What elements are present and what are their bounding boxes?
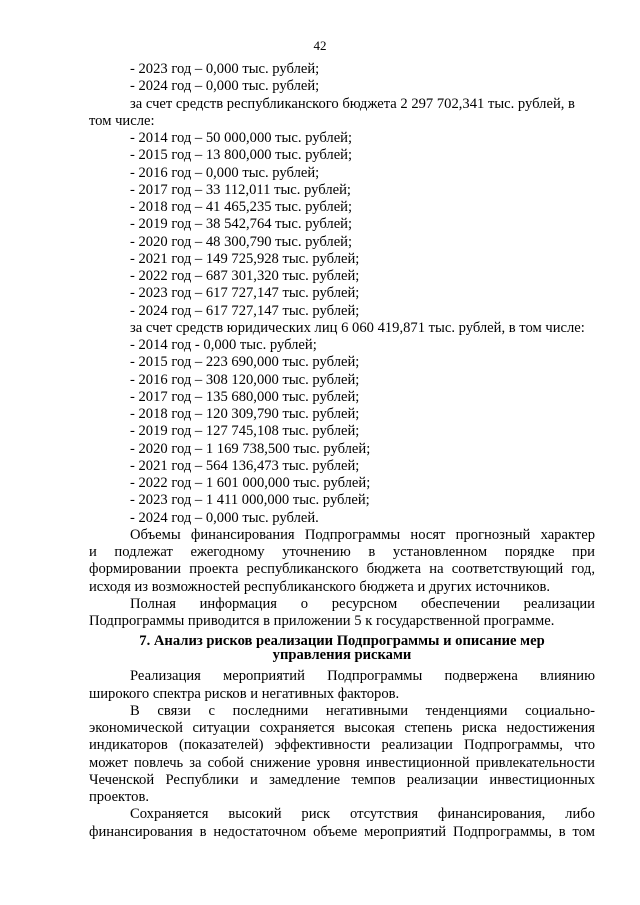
list-item: - 2024 год – 617 727,147 тыс. рублей; bbox=[130, 302, 360, 319]
list-item: - 2019 год – 127 745,108 тыс. рублей; bbox=[130, 423, 360, 440]
paragraph-full-info bbox=[89, 596, 595, 631]
list-item: - 2022 год – 1 601 000,000 тыс. рублей; bbox=[130, 475, 371, 491]
paragraph-line: В связи с последними негативными тенденциями социально- bbox=[130, 702, 595, 719]
list-item: - 2014 год - 0,000 тыс. рублей; bbox=[130, 337, 317, 353]
paragraph-line: исходя из возможностей республиканского бюджета и других источников. bbox=[89, 578, 551, 595]
republic-budget-intro: за счет средств республиканского бюджета 2 297 702,341 тыс. рублей, в bbox=[130, 95, 575, 112]
paragraph-risks-2 bbox=[89, 703, 595, 807]
legal-entities-intro: за счет средств юридических лиц 6 060 419,871 тыс. рублей, в том числе: bbox=[130, 319, 585, 336]
list-item: - 2024 год – 0,000 тыс. рублей; bbox=[130, 78, 320, 95]
paragraph-line: Реализация мероприятий Подпрограммы подвержена влиянию bbox=[130, 668, 595, 685]
list-item: - 2021 год – 564 136,473 тыс. рублей; bbox=[130, 457, 360, 474]
list-item: - 2016 год – 308 120,000 тыс. рублей; bbox=[130, 371, 360, 388]
list-item: - 2014 год – 50 000,000 тыс. рублей; bbox=[130, 130, 353, 146]
list-item: - 2017 год – 33 112,011 тыс. рублей; bbox=[130, 181, 351, 198]
paragraph-line: Объемы финансирования Подпрограммы носят прогнозный характер bbox=[130, 526, 595, 543]
paragraph-risks-1 bbox=[89, 668, 595, 703]
republic-budget-intro-cont: том числе: bbox=[89, 112, 155, 129]
section-heading-line: управления рисками bbox=[272, 647, 412, 664]
paragraph-line: проектов. bbox=[89, 789, 149, 805]
section-heading-line: 7. Анализ рисков реализации Подпрограммы и описание мер bbox=[139, 633, 545, 650]
paragraph-line: может повлечь за собой снижение уровня инвестиционной привлекательности bbox=[89, 754, 595, 771]
list-item: - 2021 год – 149 725,928 тыс. рублей; bbox=[130, 250, 360, 267]
paragraph-line: широкого спектра рисков и негативных факторов. bbox=[89, 685, 400, 702]
paragraph-line: Полная информация о ресурсном обеспечении реализации bbox=[130, 595, 595, 612]
list-item: - 2019 год – 38 542,764 тыс. рублей; bbox=[130, 216, 353, 233]
list-item: - 2023 год – 617 727,147 тыс. рублей; bbox=[130, 285, 360, 302]
paragraph-volumes bbox=[89, 527, 595, 596]
paragraph-line: Чеченской Республики и замедление темпов реализации инвестиционных bbox=[89, 771, 595, 788]
list-item: - 2022 год – 687 301,320 тыс. рублей; bbox=[130, 268, 360, 284]
list-item: - 2015 год – 13 800,000 тыс. рублей; bbox=[130, 147, 353, 164]
list-item: - 2018 год – 41 465,235 тыс. рублей; bbox=[130, 199, 353, 215]
paragraph-line: индикаторов (показателей) эффективности реализации Подпрограммы, что bbox=[89, 737, 595, 754]
paragraph-risks-3 bbox=[89, 806, 595, 841]
document-body bbox=[89, 61, 595, 841]
page-number: 42 bbox=[313, 38, 327, 53]
list-item: - 2017 год – 135 680,000 тыс. рублей; bbox=[130, 388, 360, 405]
paragraph-line: Подпрограммы приводится в приложении 5 к государственной программе. bbox=[89, 613, 555, 629]
republic-budget-list bbox=[89, 130, 595, 320]
list-item: - 2024 год – 0,000 тыс. рублей. bbox=[130, 509, 319, 526]
paragraph-line: формировании проекта республиканского бюджета на соответствующий год, bbox=[89, 561, 595, 578]
paragraph-line: финансирования в недостаточном объеме мероприятий Подпрограммы, в том bbox=[89, 823, 595, 840]
paragraph-line: экономической ситуации сохраняется высокая степень риска недостижения bbox=[89, 720, 595, 736]
list-item: - 2020 год – 1 169 738,500 тыс. рублей; bbox=[130, 440, 371, 457]
paragraph-line: и подлежат ежегодному уточнению в установленном порядке при bbox=[89, 544, 595, 560]
legal-entities-list bbox=[89, 337, 595, 527]
list-item: - 2016 год – 0,000 тыс. рублей; bbox=[130, 164, 320, 181]
list-item: - 2020 год – 48 300,790 тыс. рублей; bbox=[130, 233, 353, 250]
list-item: - 2023 год – 0,000 тыс. рублей; bbox=[130, 61, 320, 77]
list-item: - 2023 год – 1 411 000,000 тыс. рублей; bbox=[130, 492, 370, 509]
paragraph-line: Сохраняется высокий риск отсутствия финансирования, либо bbox=[130, 806, 595, 823]
section-heading bbox=[89, 634, 595, 662]
list-item: - 2015 год – 223 690,000 тыс. рублей; bbox=[130, 354, 360, 371]
list-item: - 2018 год – 120 309,790 тыс. рублей; bbox=[130, 406, 360, 422]
